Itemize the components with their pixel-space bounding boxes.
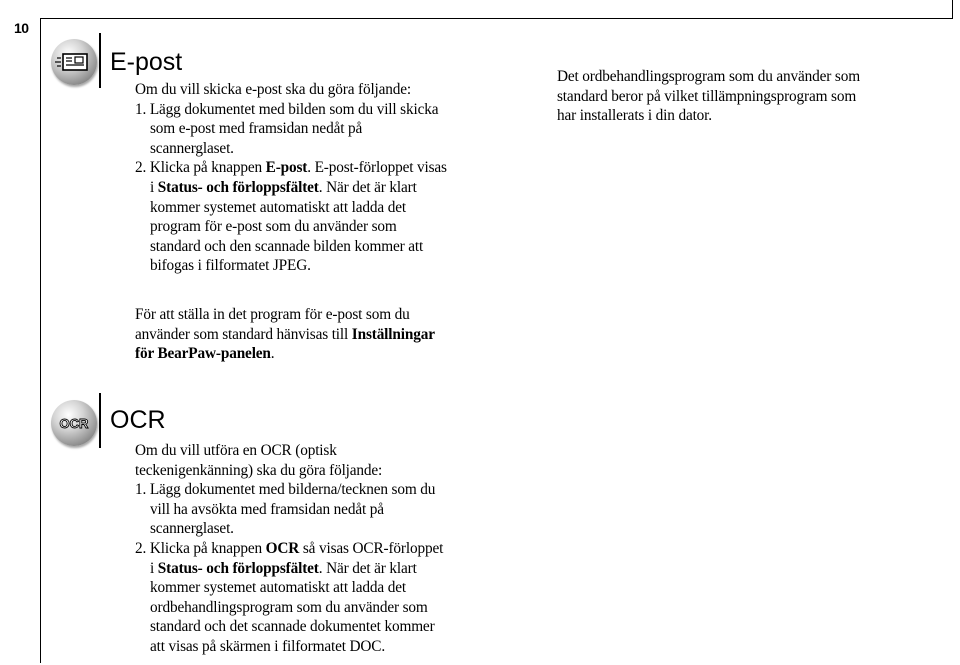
email-step2-line3: kommer systemet automatiskt att ladda det	[150, 198, 406, 216]
ocr-step2-line6: att visas på skärmen i filformatet DOC.	[150, 637, 386, 655]
email-step2-post: . E-post-förloppet visas	[307, 159, 447, 177]
ocr-instructions	[135, 441, 535, 657]
ocr-step2-line5: standard och det scannade dokumentet kommer	[150, 618, 435, 636]
ocr-step2-line3: kommer systemet automatiskt att ladda det	[150, 579, 406, 597]
email-step2-pre: 2. Klicka på knappen	[135, 159, 266, 177]
email-intro: Om du vill skicka e-post ska du göra följande:	[135, 81, 412, 98]
email-note-line1: För att ställa in det program för e-post som du	[135, 306, 410, 323]
ocr-step2-post: så visas OCR-förloppet	[299, 539, 444, 557]
ocr-step2-line1	[135, 539, 535, 559]
email-step1-line3: scannerglaset.	[150, 139, 234, 157]
ocr-intro-line1: Om du vill utföra en OCR (optisk	[135, 442, 337, 459]
email-note-link-settings: Inställningar	[351, 325, 435, 343]
email-step1-line1: 1. Lägg dokumentet med bilden som du vill skicka	[135, 100, 439, 118]
ocr-step2-line4: ordbehandlingsprogram som du använder som	[150, 598, 428, 616]
right-column-line1: Det ordbehandlingsprogram som du använder som	[557, 68, 860, 85]
email-step2-line6: bifogas i filformatet JPEG.	[150, 257, 311, 275]
ocr-section-title: OCR	[110, 406, 166, 434]
email-note-line2-pre: använder som standard hänvisas till	[135, 325, 352, 343]
email-instructions	[135, 80, 535, 276]
ocr-icon-label: OCR	[59, 416, 89, 431]
ocr-status-field: Status- och förloppsfältet	[157, 559, 319, 577]
ocr-step2-pre: 2. Klicka på knappen	[135, 539, 266, 557]
ocr-step1-line2: vill ha avsökta med framsidan nedåt på	[150, 500, 384, 518]
email-step2-line5: standard och den scannade bilden kommer att	[150, 237, 424, 255]
ocr-step1-line3: scannerglaset.	[150, 520, 234, 538]
email-step2-line2-pre: i	[150, 178, 158, 196]
email-note-line2	[135, 325, 535, 345]
right-column-line3: har installerats i din dator.	[557, 107, 712, 125]
ocr-step1-line1: 1. Lägg dokumentet med bilderna/tecknen som du	[135, 481, 436, 499]
right-column-note	[557, 67, 947, 126]
ocr-step2-line2-pre: i	[150, 559, 158, 577]
email-step1-line2: som e-post med framsidan nedåt på	[150, 120, 363, 138]
email-card-icon	[51, 39, 97, 85]
ocr-intro-line2: teckenigenkänning) ska du göra följande:	[135, 461, 383, 479]
ocr-step2-line2-post: . När det är klart	[318, 559, 417, 577]
email-section-title: E-post	[110, 48, 183, 76]
email-icon-divider	[99, 33, 101, 88]
page-frame-left-rule	[40, 18, 41, 663]
ocr-icon-divider	[99, 393, 101, 448]
email-step2-line4: program för e-post som du använder som	[150, 218, 397, 236]
email-note-line3	[135, 344, 535, 364]
email-step2-line1	[135, 158, 535, 178]
email-settings-note	[135, 305, 535, 364]
ocr-icon	[51, 400, 97, 446]
page-number: 10	[14, 20, 29, 36]
ocr-button-name: OCR	[265, 539, 300, 557]
page-frame-corner-rule	[952, 0, 953, 19]
right-column-line2: standard beror på vilket tillämpningsprogram som	[557, 87, 857, 105]
email-step2-line2-post: . När det är klart	[318, 178, 417, 196]
email-status-field: Status- och förloppsfältet	[157, 178, 319, 196]
ocr-step2-line2	[135, 559, 535, 579]
email-step2-line2	[135, 178, 535, 198]
email-note-end: .	[270, 345, 275, 363]
page-frame-top-rule	[40, 18, 953, 19]
email-button-name: E-post	[265, 159, 308, 177]
email-note-link-panel: för BearPaw-panelen	[135, 345, 271, 363]
